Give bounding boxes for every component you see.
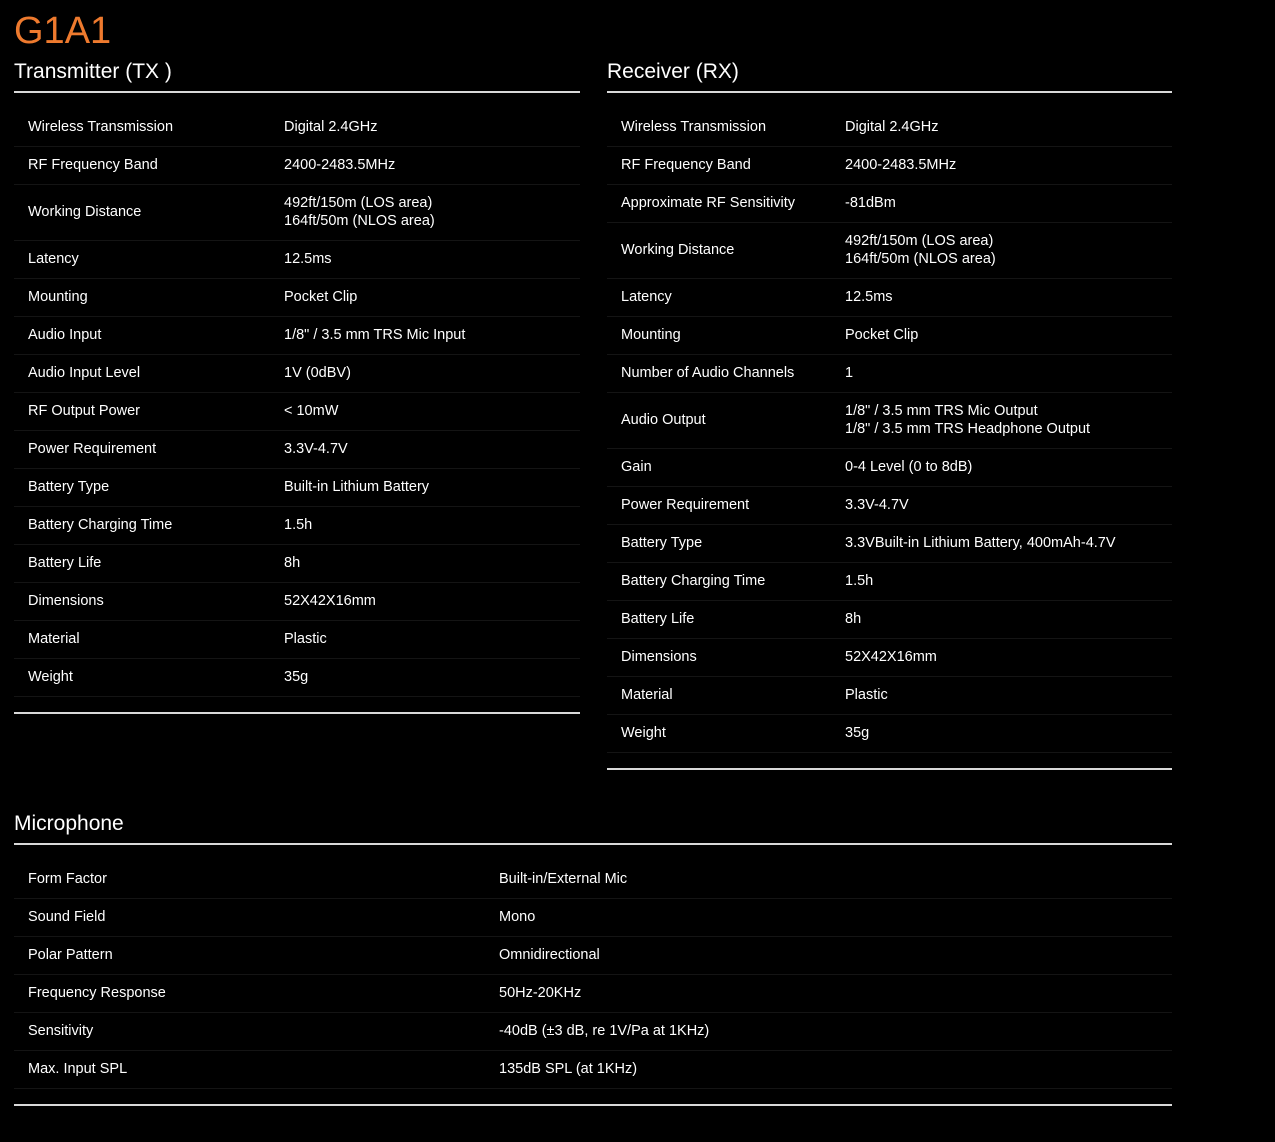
- spec-value: [845, 146, 1172, 184]
- spec-row: [14, 240, 580, 278]
- transmitter-section: [14, 58, 580, 714]
- spec-row: [14, 392, 580, 430]
- spec-value-line: 492ft/150m (LOS area): [284, 195, 433, 211]
- spec-value: [845, 448, 1172, 486]
- spec-row: [14, 1050, 1172, 1088]
- spec-label: Frequency Response: [14, 974, 499, 1012]
- spec-row: [607, 524, 1172, 562]
- spec-row: [607, 448, 1172, 486]
- spec-label: Sensitivity: [14, 1012, 499, 1050]
- spec-value: [845, 392, 1172, 448]
- spec-row: [14, 936, 1172, 974]
- spec-value-line: -81dBm: [845, 195, 896, 211]
- spec-value: [284, 392, 580, 430]
- receiver-section: [607, 58, 1172, 770]
- spec-row: [607, 316, 1172, 354]
- spec-label: Working Distance: [607, 222, 845, 278]
- spec-value-line: Digital 2.4GHz: [845, 118, 939, 135]
- spec-label: Dimensions: [14, 582, 284, 620]
- spec-value: [499, 860, 1172, 898]
- spec-value: [845, 600, 1172, 638]
- section-title: Microphone: [14, 810, 1172, 845]
- spec-row: [14, 1012, 1172, 1050]
- spec-row: [14, 430, 580, 468]
- spec-value-line: Built-in/External Mic: [499, 870, 628, 887]
- spec-value: [284, 658, 580, 696]
- spec-value: [845, 676, 1172, 714]
- spec-label: Dimensions: [607, 638, 845, 676]
- spec-label: Approximate RF Sensitivity: [607, 184, 845, 222]
- spec-value: [499, 1012, 1172, 1050]
- spec-value: [284, 506, 580, 544]
- section-divider: [14, 712, 580, 714]
- spec-value: [845, 524, 1172, 562]
- spec-label: Sound Field: [14, 898, 499, 936]
- spec-value-line: 50Hz-20KHz: [499, 985, 582, 1001]
- spec-label: Battery Life: [14, 544, 284, 582]
- spec-row: [607, 354, 1172, 392]
- section-title: Receiver (RX): [607, 58, 1172, 93]
- spec-value: [284, 278, 580, 316]
- spec-row: [607, 676, 1172, 714]
- spec-label: Wireless Transmission: [607, 108, 845, 146]
- spec-label: RF Frequency Band: [607, 146, 845, 184]
- spec-row: [607, 714, 1172, 752]
- spec-row: [607, 278, 1172, 316]
- spec-value-line: 164ft/50m (NLOS area): [845, 251, 996, 267]
- spec-value: [845, 354, 1172, 392]
- spec-row: [607, 184, 1172, 222]
- spec-label: Number of Audio Channels: [607, 354, 845, 392]
- spec-value-line: Built-in Lithium Battery: [284, 479, 430, 495]
- spec-row: [607, 222, 1172, 278]
- spec-row: [14, 544, 580, 582]
- spec-row: [14, 620, 580, 658]
- spec-value: [499, 1050, 1172, 1088]
- spec-value-line: 2400-2483.5MHz: [284, 157, 396, 173]
- spec-value-line: Omnidirectional: [499, 947, 600, 963]
- spec-value-line: 52X42X16mm: [845, 649, 937, 665]
- spec-value: [499, 936, 1172, 974]
- spec-value-line: 12.5ms: [845, 289, 893, 305]
- spec-value-line: 1/8" / 3.5 mm TRS Mic Output: [845, 403, 1038, 419]
- spec-value-line: 164ft/50m (NLOS area): [284, 213, 435, 229]
- spec-table: [14, 108, 580, 697]
- spec-value-line: 1V (0dBV): [284, 365, 351, 381]
- spec-value: [845, 108, 1172, 146]
- spec-row: [607, 146, 1172, 184]
- spec-label: Form Factor: [14, 860, 499, 898]
- spec-value-line: 35g: [284, 669, 309, 685]
- spec-label: Mounting: [607, 316, 845, 354]
- spec-value-line: 52X42X16mm: [284, 593, 376, 609]
- spec-label: Power Requirement: [607, 486, 845, 524]
- spec-value-line: 1/8" / 3.5 mm TRS Mic Input: [284, 327, 466, 343]
- spec-label: Material: [607, 676, 845, 714]
- spec-value: [284, 240, 580, 278]
- spec-label: Gain: [607, 448, 845, 486]
- spec-value: [284, 354, 580, 392]
- microphone-section: [14, 810, 1172, 1106]
- spec-value-line: Pocket Clip: [284, 289, 358, 305]
- spec-label: Polar Pattern: [14, 936, 499, 974]
- spec-value: [845, 714, 1172, 752]
- section-divider: [14, 1104, 1172, 1106]
- spec-value-line: 1/8" / 3.5 mm TRS Headphone Output: [845, 421, 1091, 437]
- spec-row: [607, 108, 1172, 146]
- spec-value-line: 3.3VBuilt-in Lithium Battery, 400mAh-4.7V: [845, 535, 1116, 551]
- spec-value: [845, 638, 1172, 676]
- spec-row: [607, 486, 1172, 524]
- spec-value: [845, 184, 1172, 222]
- spec-value-line: 3.3V-4.7V: [284, 441, 348, 457]
- spec-label: Battery Type: [607, 524, 845, 562]
- spec-value-line: 135dB SPL (at 1KHz): [499, 1061, 638, 1077]
- spec-row: [14, 974, 1172, 1012]
- spec-label: Audio Output: [607, 392, 845, 448]
- spec-row: [14, 506, 580, 544]
- spec-label: Mounting: [14, 278, 284, 316]
- spec-value: [284, 316, 580, 354]
- spec-row: [14, 658, 580, 696]
- spec-label: Battery Type: [14, 468, 284, 506]
- spec-row: [14, 582, 580, 620]
- spec-value-line: 492ft/150m (LOS area): [845, 233, 994, 249]
- spec-value-line: -40dB (±3 dB, re 1V/Pa at 1KHz): [499, 1023, 710, 1039]
- spec-label: Weight: [14, 658, 284, 696]
- spec-label: Latency: [607, 278, 845, 316]
- spec-value: [284, 146, 580, 184]
- spec-label: Max. Input SPL: [14, 1050, 499, 1088]
- spec-value: [845, 222, 1172, 278]
- spec-value-line: 35g: [845, 725, 870, 741]
- spec-label: Audio Input: [14, 316, 284, 354]
- spec-value: [284, 582, 580, 620]
- spec-value-line: < 10mW: [284, 403, 339, 419]
- spec-row: [607, 638, 1172, 676]
- spec-value-line: 1: [845, 365, 854, 381]
- spec-value-line: Digital 2.4GHz: [284, 118, 378, 135]
- spec-row: [607, 392, 1172, 448]
- spec-value-line: 8h: [284, 555, 301, 571]
- spec-value: [284, 184, 580, 240]
- spec-table: [607, 108, 1172, 753]
- spec-value: [284, 620, 580, 658]
- spec-label: Battery Charging Time: [607, 562, 845, 600]
- spec-value: [499, 898, 1172, 936]
- spec-value: [284, 544, 580, 582]
- spec-value-line: 1.5h: [845, 573, 874, 589]
- product-title: G1A1: [14, 10, 112, 52]
- spec-label: Material: [14, 620, 284, 658]
- spec-table: [14, 860, 1172, 1089]
- spec-row: [14, 898, 1172, 936]
- spec-value: [845, 316, 1172, 354]
- spec-label: Latency: [14, 240, 284, 278]
- spec-row: [14, 146, 580, 184]
- section-title: Transmitter (TX ): [14, 58, 580, 93]
- spec-value: [284, 108, 580, 146]
- spec-value-line: Plastic: [284, 631, 327, 647]
- spec-row: [14, 184, 580, 240]
- spec-value-line: 3.3V-4.7V: [845, 497, 909, 513]
- spec-row: [14, 354, 580, 392]
- spec-value-line: 1.5h: [284, 517, 313, 533]
- spec-value-line: 2400-2483.5MHz: [845, 157, 957, 173]
- spec-value: [845, 278, 1172, 316]
- spec-value: [284, 468, 580, 506]
- spec-label: Wireless Transmission: [14, 108, 284, 146]
- spec-value-line: 8h: [845, 611, 862, 627]
- spec-value-line: 12.5ms: [284, 251, 332, 267]
- spec-row: [14, 468, 580, 506]
- spec-label: Power Requirement: [14, 430, 284, 468]
- spec-row: [14, 278, 580, 316]
- spec-value: [284, 430, 580, 468]
- spec-row: [607, 600, 1172, 638]
- spec-row: [14, 316, 580, 354]
- spec-label: RF Output Power: [14, 392, 284, 430]
- spec-value-line: Mono: [499, 909, 536, 925]
- spec-value: [499, 974, 1172, 1012]
- spec-value-line: Plastic: [845, 687, 888, 703]
- spec-row: [14, 108, 580, 146]
- spec-label: RF Frequency Band: [14, 146, 284, 184]
- spec-row: [14, 860, 1172, 898]
- spec-value-line: Pocket Clip: [845, 327, 919, 343]
- spec-label: Weight: [607, 714, 845, 752]
- spec-value: [845, 562, 1172, 600]
- section-divider: [607, 768, 1172, 770]
- spec-row: [607, 562, 1172, 600]
- spec-label: Working Distance: [14, 184, 284, 240]
- spec-label: Audio Input Level: [14, 354, 284, 392]
- spec-label: Battery Charging Time: [14, 506, 284, 544]
- spec-value: [845, 486, 1172, 524]
- spec-value-line: 0-4 Level (0 to 8dB): [845, 459, 973, 475]
- spec-label: Battery Life: [607, 600, 845, 638]
